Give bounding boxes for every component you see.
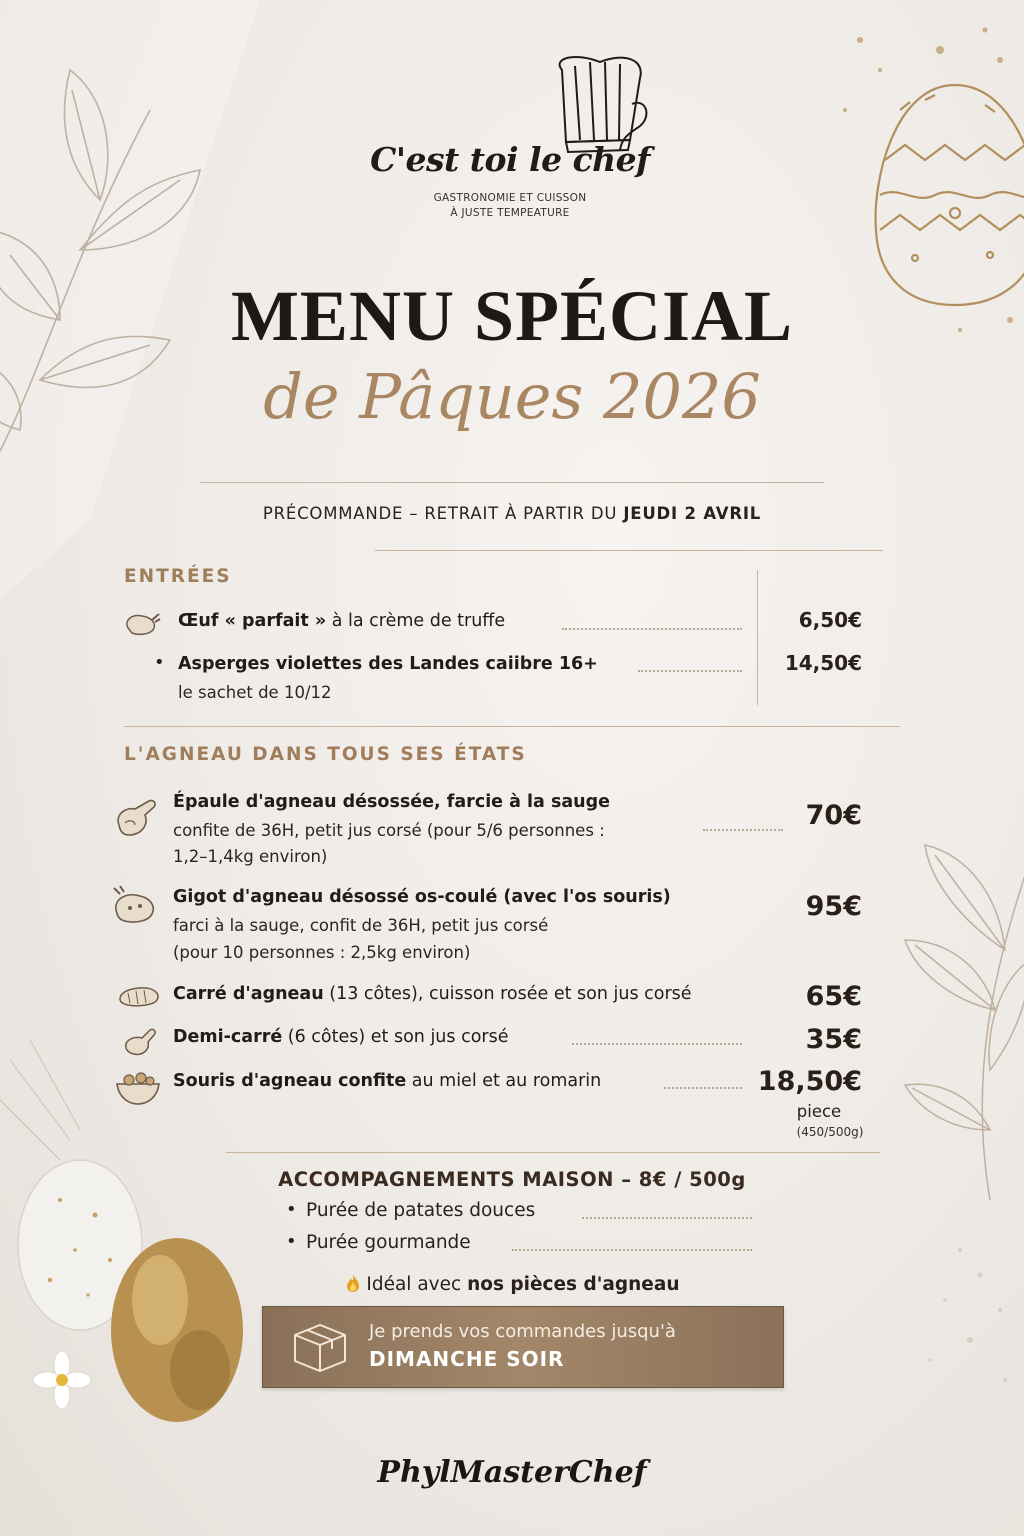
agneau-item-4-price: 35€ [805,1024,862,1055]
chop-icon [120,1026,160,1058]
entree-item-2 [178,654,598,674]
entree-item-2-sub: le sachet de 10/12 [178,683,332,702]
leader-dots [562,628,742,630]
bullet: • [154,652,165,673]
agneau-item-4-title: Demi-carré [173,1027,283,1047]
banner-line-1: Je prends vos commandes jusqu'à [369,1321,676,1342]
agneau-item-2-title: Gigot d'agneau désossé os-coulé (avec l'os souris) [173,887,671,907]
meat-cut-icon [116,983,162,1009]
package-icon [289,1319,351,1375]
agneau-item-5-price: 18,50€ [757,1066,862,1097]
section-title-agneau: L'AGNEAU DANS TOUS SES ÉTATS [124,744,527,765]
page-subtitle: de Pâques 2026 [263,360,761,433]
logo-tagline-2: À JUSTE TEMPEATURE [450,207,570,219]
ideal-text: Idéal avec [366,1274,462,1295]
logo-name: C'est toi le chef [370,140,650,179]
entree-item-1-price: 6,50€ [798,608,862,632]
agneau-item-3-rest: (13 côtes), cuisson rosée et son jus corsé [323,984,692,1004]
entree-item-1 [178,611,505,631]
agneau-item-3-price: 65€ [805,981,862,1012]
flower-icon [33,1351,91,1409]
accompagnements-title: ACCOMPAGNEMENTS MAISON – 8€ / 500g [278,1168,746,1191]
entree-item-1-name: Œuf « parfait » [178,611,327,631]
agneau-item-1-sub2: 1,2–1,4kg environ) [173,847,328,866]
agneau-item-2-sub2: (pour 10 personnes : 2,5kg environ) [173,943,471,962]
ideal-bold: nos pièces d'agneau [467,1274,680,1295]
agneau-item-5 [173,1071,601,1091]
agneau-item-5-title: Souris d'agneau confite [173,1071,407,1091]
entree-item-1-rest: à la crème de truffe [326,611,506,631]
leaf-branch-right-icon [905,845,1024,1200]
signature: PhylMasterChef [377,1455,647,1490]
divider [124,726,900,727]
leader-dots [512,1249,752,1251]
agneau-item-5-unit: piece [796,1102,842,1121]
agneau-item-4 [173,1027,508,1047]
vertical-divider [757,570,758,705]
divider [226,1152,880,1153]
precommande-notice [0,504,1024,523]
bullet: • [286,1199,297,1220]
chef-hat-icon [560,57,647,152]
agneau-item-1-name [173,792,610,812]
accompagnement-item-2: Purée gourmande [306,1232,471,1253]
leader-dots [664,1087,742,1089]
ideal-note [0,1273,1024,1295]
accompagnement-item-1: Purée de patates douces [306,1200,536,1221]
agneau-item-1-title: Épaule d'agneau désossée, farcie à la sauge [173,792,611,812]
bullet: • [286,1231,297,1252]
entree-item-2-name: Asperges violettes des Landes caiibre 16+ [178,654,598,674]
leader-dots [582,1217,752,1219]
leader-dots [638,670,742,672]
bowl-icon [113,1068,163,1106]
divider [375,550,883,551]
agneau-item-5-rest: au miel et au romarin [406,1071,602,1091]
agneau-item-2-sub1: farci à la sauge, confit de 36H, petit jus corsé [173,916,549,935]
agneau-item-1-price: 70€ [805,800,862,831]
agneau-item-3-title: Carré d'agneau [173,984,324,1004]
precommande-date: JEUDI 2 AVRIL [623,504,762,523]
section-title-entrees: ENTRÉES [124,566,232,587]
chicken-leg-icon [122,608,162,638]
agneau-item-3 [173,984,692,1004]
agneau-item-4-rest: (6 côtes) et son jus corsé [282,1027,509,1047]
agneau-item-2-price: 95€ [805,891,862,922]
flame-icon [345,1273,361,1293]
page-title: MENU SPÉCIAL [230,276,794,356]
logo-tagline-1: GASTRONOMIE ET CUISSON [433,192,587,204]
roast-chicken-icon [110,884,160,928]
banner-line-2: DIMANCHE SOIR [369,1347,565,1371]
roast-leg-icon [113,795,161,839]
easter-egg-outline-icon [876,85,1024,305]
agneau-item-1-sub1: confite de 36H, petit jus corsé (pour 5/6 personnes : [173,821,605,840]
leader-dots [572,1043,742,1045]
agneau-item-5-weight: (450/500g) [796,1125,864,1139]
agneau-item-2-name [173,887,671,907]
sand-dust [929,1248,1008,1382]
precommande-text: PRÉCOMMANDE – RETRAIT À PARTIR DU [262,504,618,523]
entree-item-2-price: 14,50€ [784,651,862,675]
divider [200,482,824,483]
order-deadline-banner [262,1306,784,1388]
